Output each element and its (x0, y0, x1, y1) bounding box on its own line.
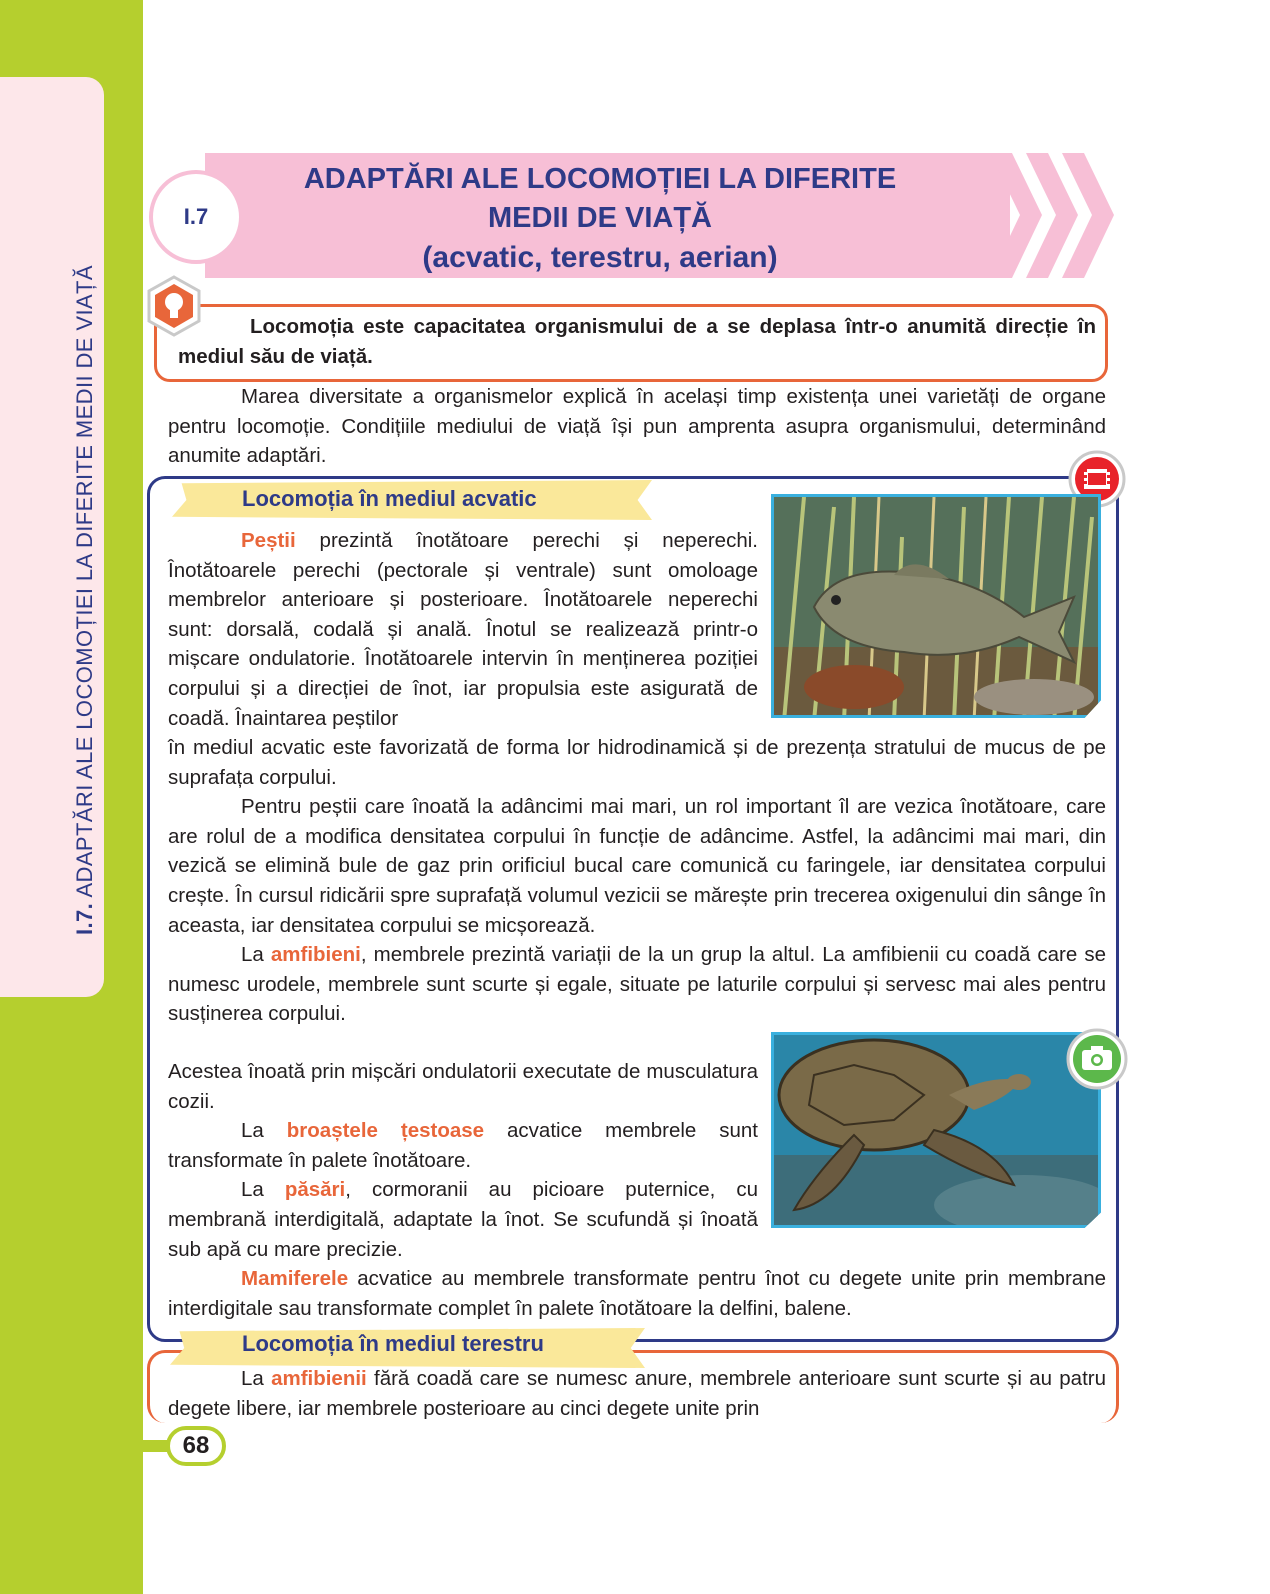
title-line-2: MEDII DE VIAȚĂ (488, 202, 712, 234)
page-title (240, 160, 960, 277)
terrestrial-heading: Locomoția în mediul terestru (242, 1331, 544, 1356)
title-line-3: (acvatic, terestru, aerian) (422, 241, 778, 274)
aquatic-heading: Locomoția în mediul acvatic (242, 486, 537, 511)
lesson-number-badge: I.7 (149, 170, 243, 264)
sidebar-chapter-label: I.7. ADAPTĂRI ALE LOCOMOȚIEI LA DIFERITE MEDII DE VIAȚĂ (72, 265, 97, 935)
keyword-mammals: Mamiferele (241, 1267, 349, 1290)
fish-paragraph: Peștii prezintă înotătoare perechi și neperechi. Înotătoarele perechi (pectorale și ventrale) sunt omoloage membrelor anterioare și posterioare. Înotătoarele neperechi sunt: dorsală, codală și anală. Înotul se realizează printr-o mișcare ondulatorie. Înotătoarele intervin în menținerea poziției corpului și a direcției de înot, iar propulsia este asigurată de coadă. Înaintarea peștilor (168, 529, 758, 730)
carp-illustration (774, 497, 1101, 718)
turtle-paragraphs: Acestea înoată prin mișcări ondulatorii executate de musculatura cozii. La broaștele țestoase acvatice membrele sunt transformate în palete înotătoare. La păsări, cormoranii au picioare puternice, cu membrană interdigitală, adaptate la înot. Se scufundă și înoată sub apă cu mare precizie. (168, 1060, 759, 1261)
carp-photo (771, 494, 1101, 718)
keyword-amphibians: amfibieni (270, 943, 361, 967)
intro-paragraph: Marea diversitate a organismelor explică în același timp existența unei varietăți de organe pentru locomoție. Condițiile mediului de viață își pun amprenta asupra organismului, determinând anumite adaptări. (168, 385, 1106, 468)
turtle-photo (771, 1032, 1101, 1228)
keyword-amphibians-terrestrial: amfibienii (271, 1367, 367, 1390)
camera-icon[interactable] (1066, 1028, 1128, 1090)
definition-text: Locomoția este capacitatea organismului de a se deplasa într-o anumită direcție în mediul său de viață. (178, 315, 1096, 368)
chevron-decoration-icon (990, 153, 1120, 278)
mammals-paragraph: Mamiferele acvatice au membrele transformate pentru înot cu degete unite prin membrane interdigitale sau transformate complet în palete înotătoare la delfini, balene. (168, 1267, 1106, 1320)
keyword-birds: păsări (284, 1178, 346, 1202)
title-line-1: ADAPTĂRI ALE LOCOMOȚIEI LA DIFERITE (303, 163, 897, 195)
keyword-fish: Peștii (241, 529, 296, 552)
turtle-illustration (774, 1035, 1101, 1228)
terrestrial-paragraph: La amfibienii fără coadă care se numesc anure, membrele anterioare sunt scurte și au patru degete libere, iar membrele posterioare au cinci degete unite prin (168, 1367, 1106, 1420)
page-number: 68 (166, 1426, 226, 1466)
keyword-turtles: broaștele țestoase (286, 1119, 485, 1143)
fish-paragraph-continued: în mediul acvatic este favorizată de forma lor hidrodinamică și de prezența stratului de mucus de pe suprafața corpului. Pentru peștii care înoată la adâncimi mai mari, un rol important îl are vezica înotătoare, care are rolul de a modifica densitatea corpului în funcție de adâncime. Astfel, la adâncimi mai mari, din vezică se elimină bule de gaz prin orificiul bucal care comunică cu faringele, iar densitatea corpului crește. În cursul ridicării spre suprafață volumul vezicii se mărește prin trecerea oxigenului din sânge în aceasta, iar densitatea corpului se micșorează. La amfibieni, membrele prezintă variații de la un grup la altul. La amfibienii cu coadă care se numesc urodele, membrele sunt scurte și egale, situate pe laturile corpului și servesc mai ales pentru susținerea corpului. (168, 736, 1106, 1026)
